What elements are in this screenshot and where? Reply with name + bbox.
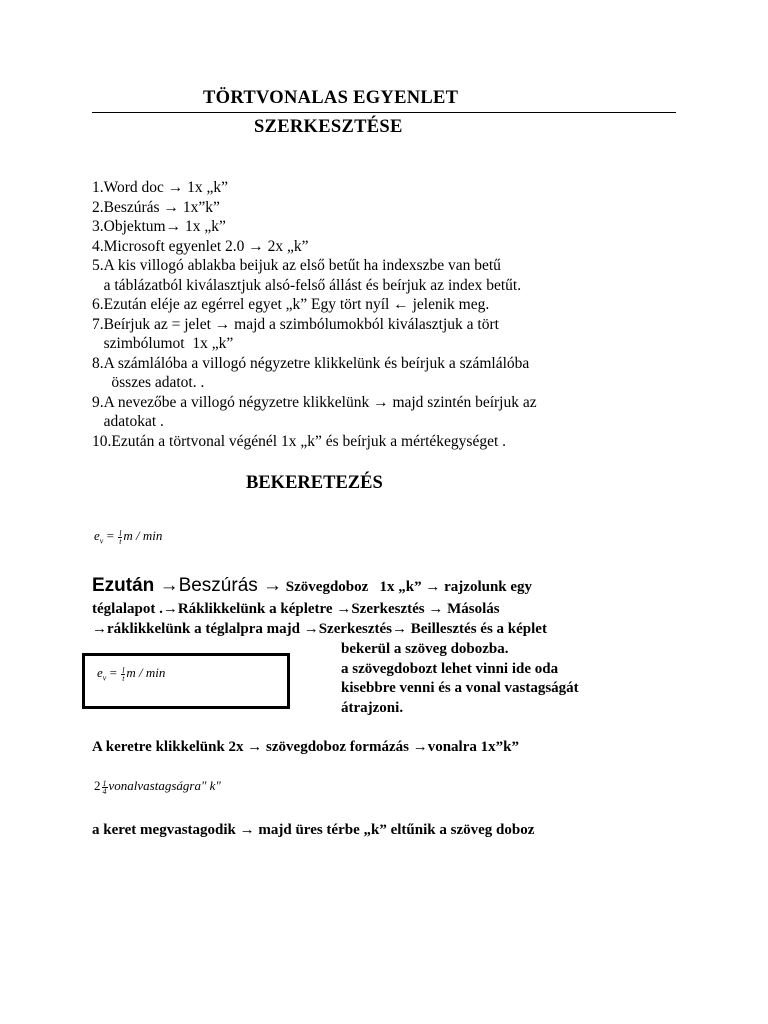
title-line-2: SZERKESZTÉSE — [254, 117, 403, 137]
step-8-cont: összes adatot. . — [92, 374, 205, 391]
formula-symbol: e — [97, 665, 103, 680]
side-text-4: átrajzoni. — [341, 699, 404, 716]
step-9: 9.A nevezőbe a villogó négyzetre klikkelünk → majd szintén beírjuk az — [92, 393, 537, 411]
arrow-right-icon: → — [159, 575, 179, 596]
fraction-numerator: l — [119, 528, 122, 538]
side-text-3: kisebbre venni és a vonal vastagságát — [341, 680, 579, 696]
step-6: 6.Ezután eléje az egérrel egyet „k” Egy tört nyíl ← jelenik meg. — [92, 296, 490, 313]
step-10: 10.Ezután a törtvonal végénél 1x „k” és beírjuk a mértékegységet . — [92, 432, 507, 450]
thickness-text: vonalvastagságra" k" — [108, 778, 221, 793]
step-7: 7.Beírjuk az = jelet → majd a szimbólumokból kiválasztjuk a tört — [92, 315, 499, 333]
word-beszuras: Beszúrás — [178, 575, 264, 596]
side-text-2: a szövegdobozt lehet vinni ide oda — [341, 660, 559, 677]
word-ezutan: Ezután — [92, 575, 160, 596]
step-8: 8.A számlálóba a villogó négyzetre klikkelünk és beírjuk a számlálóba — [92, 354, 530, 372]
formula-subscript: v — [102, 673, 107, 683]
formula-fraction — [121, 667, 125, 682]
formula-subscript: v — [99, 536, 104, 546]
boxed-velocity-formula — [97, 665, 165, 683]
formula-unit: m / min — [123, 528, 163, 543]
step-2: 2.Beszúrás → 1x”k” — [92, 198, 220, 216]
thickness-whole: 2 — [94, 778, 101, 793]
title-underline — [92, 112, 676, 113]
section-heading: BEKERETEZÉS — [246, 473, 383, 493]
paragraph-3: a keret megvastagodik → majd üres térbe „k” eltűnik a szöveg doboz — [92, 822, 535, 838]
step-1: 1.Word doc → 1x „k” — [92, 179, 229, 196]
title-line-1: TÖRTVONALAS EGYENLET — [203, 88, 459, 108]
velocity-formula — [94, 528, 162, 546]
formula-symbol: e — [94, 528, 100, 543]
step-5: 5.A kis villogó ablakba beijuk az első betűt ha indexszbe van betű — [92, 257, 501, 274]
fraction-denominator: t — [122, 673, 125, 683]
formula-equals: = — [103, 528, 118, 543]
arrow-right-icon: → — [263, 575, 283, 596]
thickness-formula — [94, 778, 221, 795]
step-3: 3.Objektum→ 1x „k” — [92, 218, 226, 235]
formula-unit: m / min — [126, 665, 166, 680]
step-9-cont: adatokat . — [92, 413, 164, 430]
paragraph-1-line-3: →ráklikkelünk a téglalpra majd →Szerkesztés→ Beillesztés és a képlet — [92, 621, 547, 637]
paragraph-1-line-1 — [92, 575, 532, 598]
fraction-denominator: 4 — [102, 786, 107, 796]
paragraph-2: A keretre klikkelünk 2x → szövegdoboz formázás →vonalra 1x”k” — [92, 739, 519, 755]
paragraph-1-line-2: téglalapot .→Ráklikkelünk a képletre →Szerkesztés → Másolás — [92, 601, 500, 617]
fraction-numerator: 1 — [102, 778, 107, 788]
text-box-frame[interactable] — [82, 653, 290, 709]
formula-equals: = — [106, 665, 121, 680]
formula-fraction — [118, 530, 122, 545]
fraction-numerator: l — [122, 665, 125, 675]
paragraph-1-rest: Szövegdoboz 1x „k” → rajzolunk egy — [282, 579, 533, 595]
step-5-cont: a táblázatból kiválasztjuk alsó-felső állást és beírjuk az index betűt. — [92, 276, 522, 294]
step-4: 4.Microsoft egyenlet 2.0 → 2x „k” — [92, 237, 309, 255]
fraction-denominator: t — [119, 536, 122, 546]
side-text-1: bekerül a szöveg dobozba. — [341, 641, 509, 657]
step-7-cont: szimbólumot 1x „k” — [92, 335, 234, 352]
thickness-fraction — [102, 780, 108, 795]
